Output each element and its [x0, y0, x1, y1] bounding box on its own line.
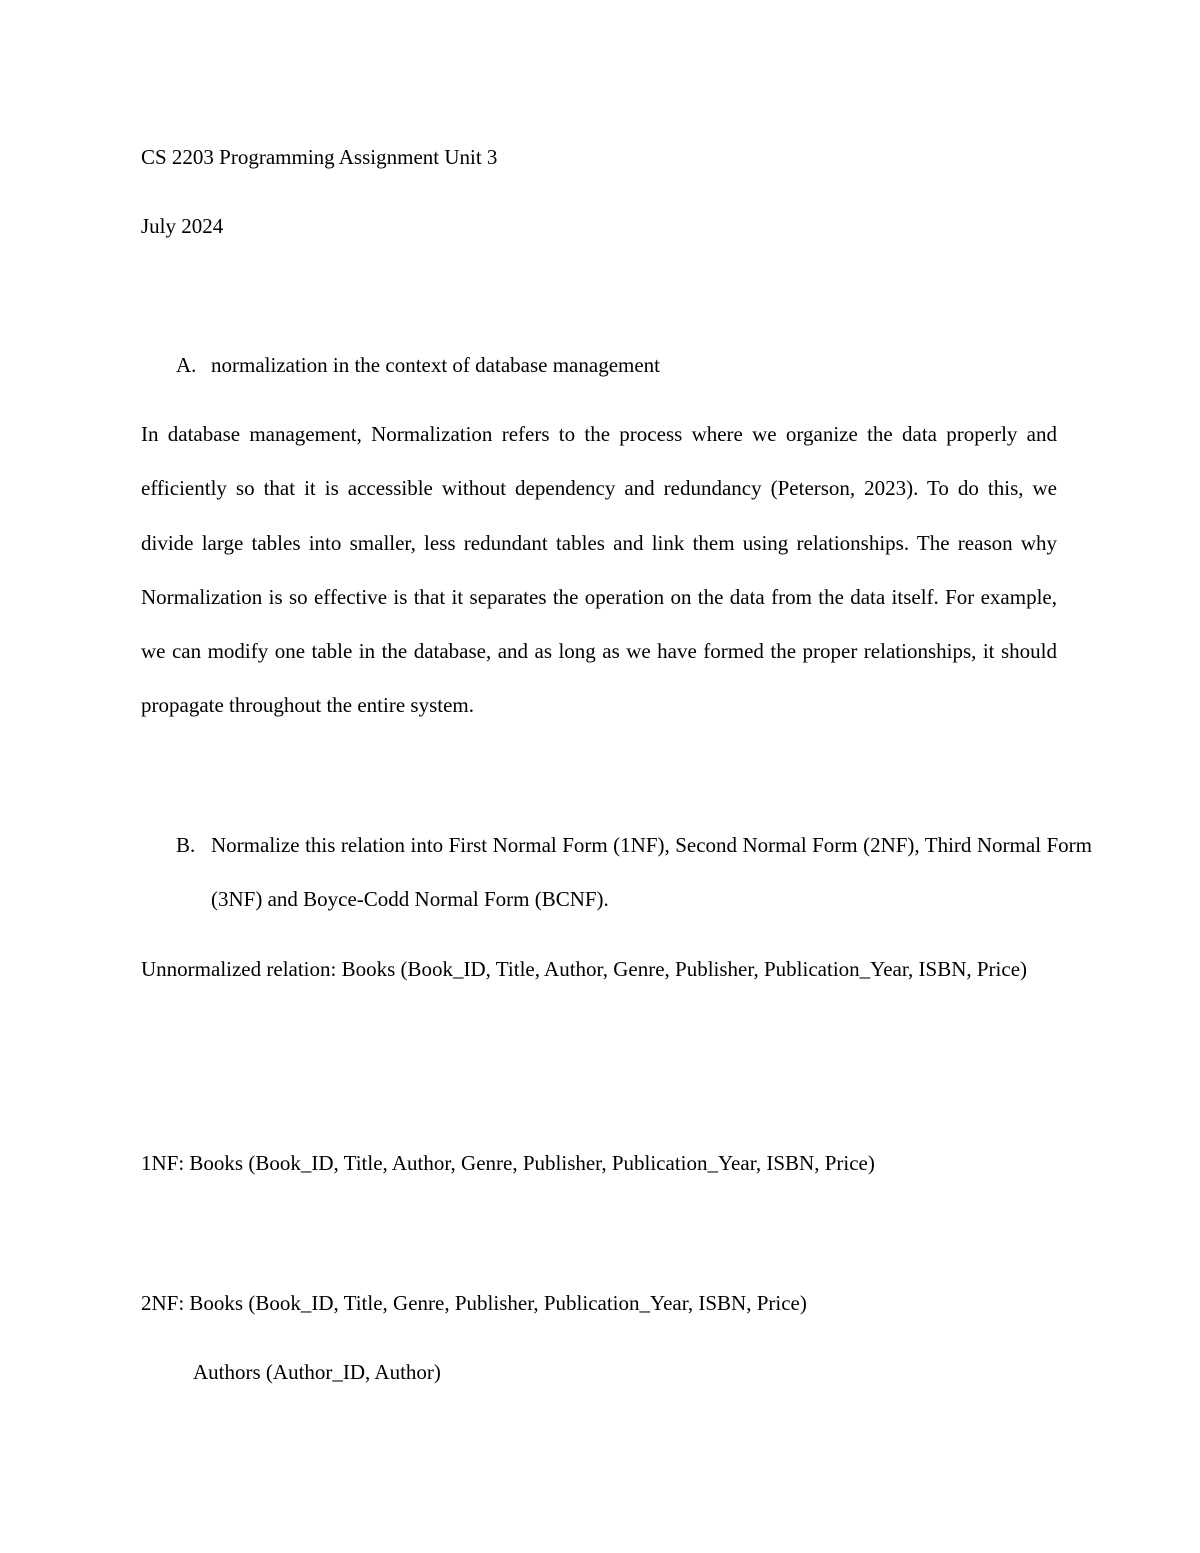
- section-b-heading-text: Normalize this relation into First Normal Form (1NF), Second Normal Form (2NF), Third Normal Form (3NF) and Boyce-Codd Normal Form (BCNF).: [211, 833, 1092, 911]
- section-a-heading: [176, 351, 660, 379]
- section-a-heading-text: normalization in the context of database management: [211, 353, 660, 377]
- section-a-paragraph: In database management, Normalization refers to the process where we organize the data properly and efficiently so that it is accessible without dependency and redundancy (Peterson, 2023). To do this, we divide large tables into smaller, less redundant tables and link them using relationships. The reason why Normalization is so effective is that it separates the operation on the data from the data itself. For example, we can modify one table in the database, and as long as we have formed the proper relationships, it should propagate throughout the entire system.: [141, 422, 1057, 718]
- first-normal-form: 1NF: Books (Book_ID, Title, Author, Genre, Publisher, Publication_Year, ISBN, Price): [141, 1151, 875, 1175]
- section-b-heading: [176, 818, 1092, 926]
- section-b-marker: B.: [176, 833, 196, 857]
- section-a-marker: A.: [176, 353, 197, 377]
- unnormalized-relation: Unnormalized relation: Books (Book_ID, Title, Author, Genre, Publisher, Publication_Year, ISBN, Price): [141, 957, 1028, 981]
- course-title: CS 2203 Programming Assignment Unit 3: [141, 145, 498, 169]
- second-normal-form-authors: Authors (Author_ID, Author): [193, 1360, 441, 1384]
- second-normal-form-books: 2NF: Books (Book_ID, Title, Genre, Publisher, Publication_Year, ISBN, Price): [141, 1291, 807, 1315]
- assignment-date: July 2024: [141, 214, 224, 238]
